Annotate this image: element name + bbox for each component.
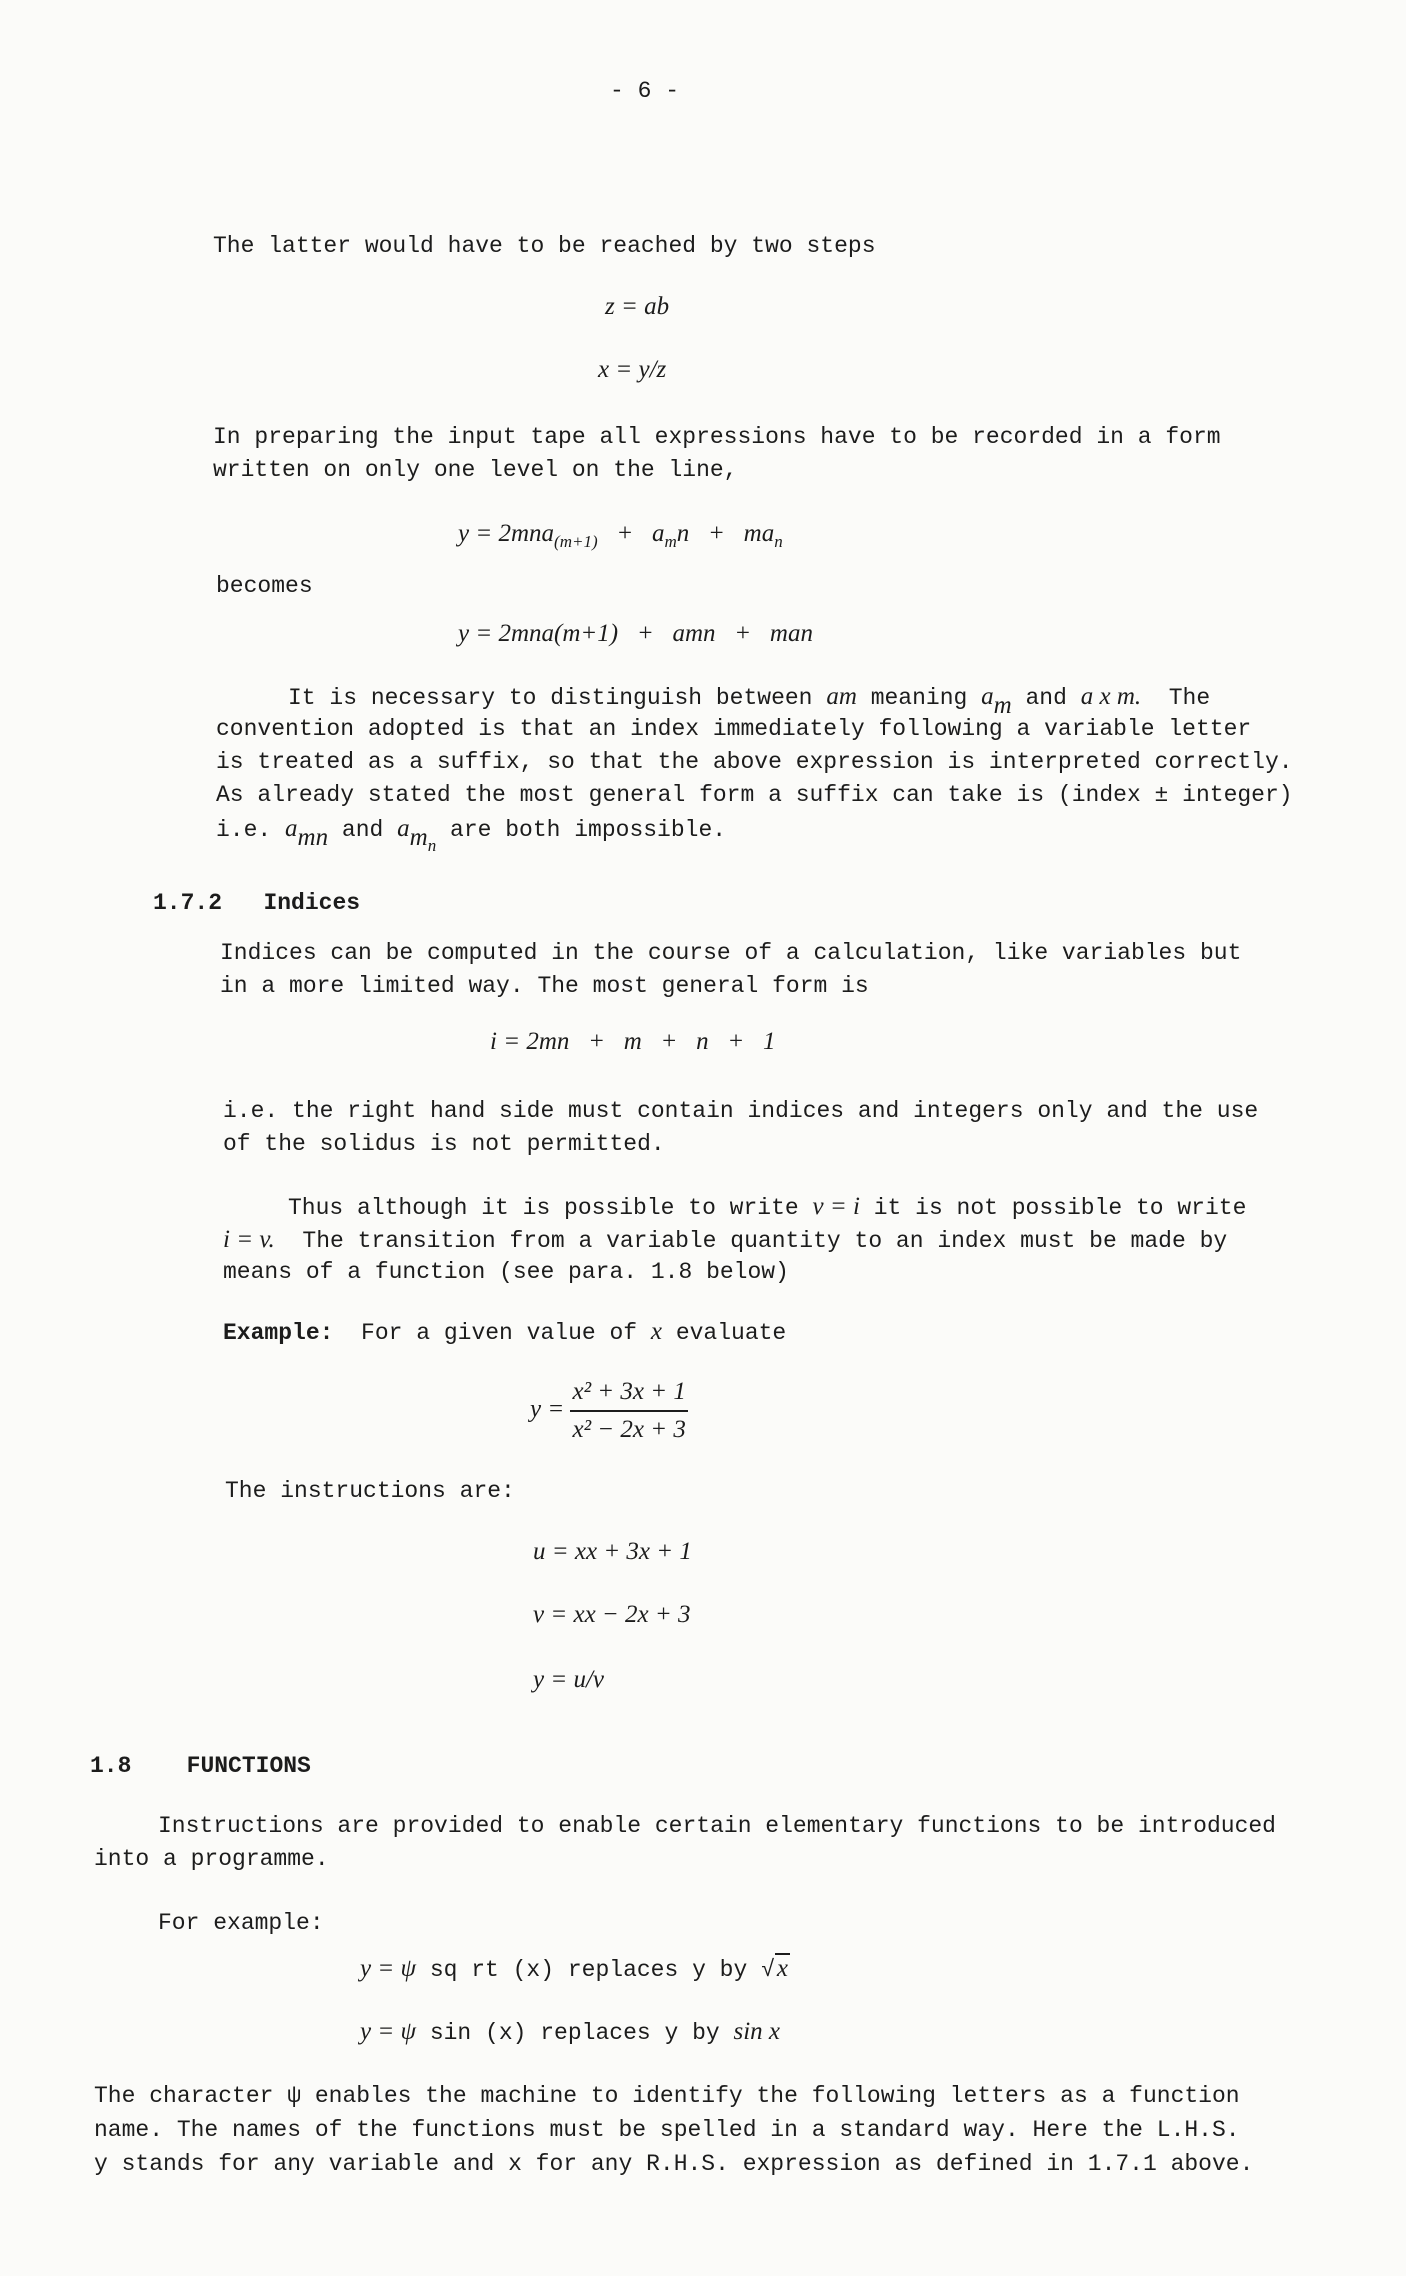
dist-l5-s2sub-m: m: [409, 823, 428, 851]
func-ex2-rhs: sin x: [733, 2018, 781, 2045]
example-var: x: [650, 1318, 662, 1345]
prep-line-1: In preparing the input tape all expressions have to be recorded in a form: [213, 424, 1221, 450]
equation-before: $y = 2mna_{(m+1)} + a_mn + ma_n$: [458, 520, 783, 551]
char-line-1: The character ψ enables the machine to identify the following letters as a function: [94, 2083, 1240, 2109]
thus-l1-a: Thus although it is possible to write: [288, 1195, 799, 1221]
example-text: For a given value of: [361, 1320, 638, 1346]
distinguish-line-5: [216, 815, 727, 855]
fraction-lhs: y =: [530, 1395, 565, 1423]
dist-l1-am: am: [826, 683, 857, 710]
eq-before-t2a: a: [651, 520, 665, 547]
func-ex2-mid: replaces y by: [540, 2020, 720, 2046]
section-18-title: FUNCTIONS: [186, 1753, 311, 1779]
fraction: [570, 1378, 687, 1444]
func-ex1-mid: replaces y by: [567, 1957, 748, 1983]
eq-before-lhs: y = 2mna: [458, 520, 555, 547]
prep-line-2: written on only one level on the line,: [213, 457, 738, 483]
indices-line-2: in a more limited way. The most general form is: [220, 973, 869, 999]
dist-l1-axm: a x m.: [1080, 683, 1142, 710]
thus-l1-eq: v = i: [812, 1193, 860, 1220]
distinguish-line-1: [288, 683, 1211, 719]
eq-before-t3a: ma: [743, 520, 775, 547]
indices-line-1: Indices can be computed in the course of a calculation, like variables but: [220, 940, 1242, 966]
section-18-number: 1.8: [90, 1753, 132, 1779]
instructions-label: The instructions are:: [225, 1478, 515, 1504]
dist-l1-a: It is necessary to distinguish between: [288, 685, 813, 711]
thus-line-2: [223, 1226, 1227, 1254]
section-18-heading: [90, 1753, 311, 1779]
for-example-label: For example:: [158, 1910, 324, 1936]
dist-l5-b: and: [341, 817, 384, 843]
thus-l2-b: The transition from a variable quantity to an index must be made by: [302, 1228, 1228, 1254]
page-number: - 6 -: [610, 78, 680, 104]
distinguish-line-2: convention adopted is that an index immediately following a variable letter: [216, 716, 1252, 742]
fraction-equation: [530, 1378, 688, 1444]
eq-before-t2sub: m: [664, 531, 677, 551]
instruction-2: v = xx − 2x + 3: [533, 1601, 691, 1628]
distinguish-line-4: As already stated the most general form a suffix can take is (index ± integer): [216, 782, 1293, 808]
section-172-heading: [153, 890, 360, 916]
func-ex1-rhs: x: [776, 1955, 789, 1982]
dist-l5-s1: a: [285, 815, 298, 842]
step-equation-1: z = ab: [605, 293, 670, 320]
dist-l1-d: The: [1168, 685, 1211, 711]
dist-l5-s2subsub: n: [427, 835, 437, 855]
rhs-line-1: i.e. the right hand side must contain indices and integers only and the use: [223, 1098, 1259, 1124]
dist-l5-a: i.e.: [216, 817, 272, 843]
func-example-2: [360, 2018, 780, 2046]
eq-before-t3sub: n: [774, 531, 783, 551]
func-ex2-lhs: y = ψ: [360, 2018, 416, 2045]
char-line-3: y stands for any variable and x for any R.H.S. expression as defined in 1.7.1 above.: [94, 2151, 1254, 2177]
char-line-2: name. The names of the functions must be spelled in a standard way. Here the L.H.S.: [94, 2117, 1240, 2143]
section-172-number: 1.7.2: [153, 890, 223, 916]
thus-l2-eq: i = v.: [223, 1226, 275, 1253]
instruction-1: u = xx + 3x + 1: [533, 1538, 692, 1565]
intro-line: The latter would have to be reached by two steps: [213, 233, 876, 259]
dist-l1-c: and: [1025, 685, 1067, 711]
step-equation-2: x = y/z: [598, 356, 667, 383]
dist-l1-b: meaning: [870, 685, 968, 711]
equation-after: y = 2mna(m+1) + amn + man: [458, 620, 813, 647]
example-line: [223, 1318, 786, 1346]
eq-before-t2b: n: [676, 520, 690, 547]
example-label: Example:: [223, 1320, 334, 1346]
functions-line-2: into a programme.: [94, 1846, 329, 1872]
indices-equation: i = 2mn + m + n + 1: [490, 1028, 776, 1055]
dist-l5-s2: a: [397, 815, 410, 842]
func-ex2-fn: sin (x): [429, 2020, 527, 2046]
dist-l5-c: are both impossible.: [450, 817, 727, 843]
fraction-numerator: x² + 3x + 1: [570, 1378, 687, 1412]
instruction-3: y = u/v: [533, 1666, 605, 1693]
example-text2: evaluate: [675, 1320, 787, 1346]
sqrt-icon: √: [761, 1957, 775, 1983]
fraction-denominator: x² − 2x + 3: [572, 1416, 686, 1443]
func-ex1-fn: sq rt (x): [429, 1957, 555, 1983]
func-example-1: [360, 1955, 790, 1983]
dist-l1-sub: m: [993, 691, 1012, 719]
section-172-title: Indices: [263, 890, 361, 916]
func-ex1-lhs: y = ψ: [360, 1955, 416, 1982]
dist-l1-sym: a: [981, 683, 994, 710]
dist-l5-s2sub: [409, 823, 437, 855]
becomes-label: becomes: [216, 573, 313, 599]
eq-before-sub1: (m+1): [554, 531, 598, 551]
dist-l5-s1sub: mn: [297, 823, 329, 851]
distinguish-line-3: is treated as a suffix, so that the above expression is interpreted correctly.: [216, 749, 1293, 775]
functions-line-1: Instructions are provided to enable certain elementary functions to be introduced: [158, 1813, 1276, 1839]
rhs-line-2: of the solidus is not permitted.: [223, 1131, 665, 1157]
thus-line-1: [288, 1193, 1246, 1221]
thus-line-3: means of a function (see para. 1.8 below): [223, 1259, 789, 1285]
thus-l1-b: it is not possible to write: [873, 1195, 1247, 1221]
